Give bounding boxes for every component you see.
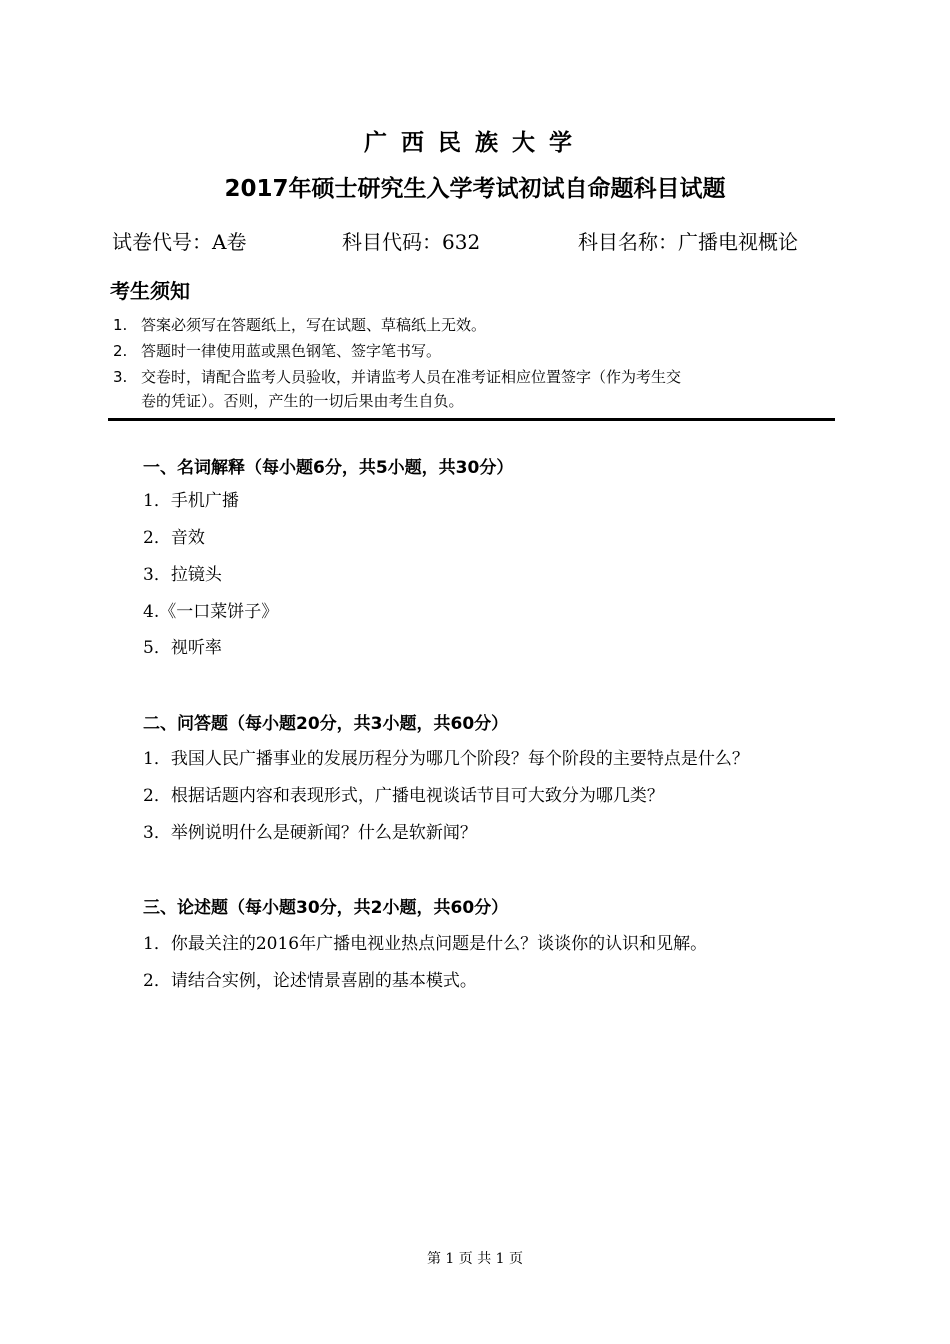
section-heading: 二、问答题（每小题20分，共3小题，共60分） [143,714,509,734]
question: 1．手机广播 [143,491,239,511]
exam-title: 2017年硕士研究生入学考试初试自命题科目试题 [224,176,726,202]
notice-item-number: 2. [113,342,128,360]
question: 5．视听率 [143,638,222,658]
section-heading: 一、名词解释（每小题6分，共5小题，共30分） [143,458,514,478]
question: 1．你最关注的2016年广播电视业热点问题是什么？谈谈你的认识和见解。 [143,934,708,954]
paper-code: 试卷代号：A卷 [112,230,247,254]
question: 3．拉镜头 [143,565,222,585]
notice-item-text: 交卷时，请配合监考人员验收，并请监考人员在准考证相应位置签字（作为考生交 [141,368,682,386]
notice-item-text: 答案必须写在答题纸上，写在试题、草稿纸上无效。 [141,316,487,334]
question: 3．举例说明什么是硬新闻？什么是软新闻？ [143,823,477,843]
notice-item [113,366,681,388]
question: 2．音效 [143,528,205,548]
question: 2．根据话题内容和表现形式，广播电视谈话节目可大致分为哪几类？ [143,786,664,806]
notice-item-continuation: 卷的凭证）。否则，产生的一切后果由考生自负。 [141,392,464,410]
question: 4.《一口菜饼子》 [143,602,279,622]
section-heading: 三、论述题（每小题30分，共2小题，共60分） [143,898,509,918]
page-footer: 第 1 页 共 1 页 [426,1251,524,1267]
notice-item [113,314,486,336]
university-name: 广西民族大学 [364,130,586,156]
notice-item-text: 答题时一律使用蓝或黑色钢笔、签字笔书写。 [141,342,442,360]
question: 2．请结合实例，论述情景喜剧的基本模式。 [143,971,477,991]
question: 1．我国人民广播事业的发展历程分为哪几个阶段？每个阶段的主要特点是什么？ [143,749,749,769]
notice-heading: 考生须知 [110,279,190,303]
notice-item [113,340,441,362]
notice-item-number: 3. [113,368,128,386]
subject-name: 科目名称：广播电视概论 [578,230,798,254]
divider [108,418,835,421]
subject-code: 科目代码：632 [342,230,481,254]
notice-item-number: 1. [113,316,128,334]
